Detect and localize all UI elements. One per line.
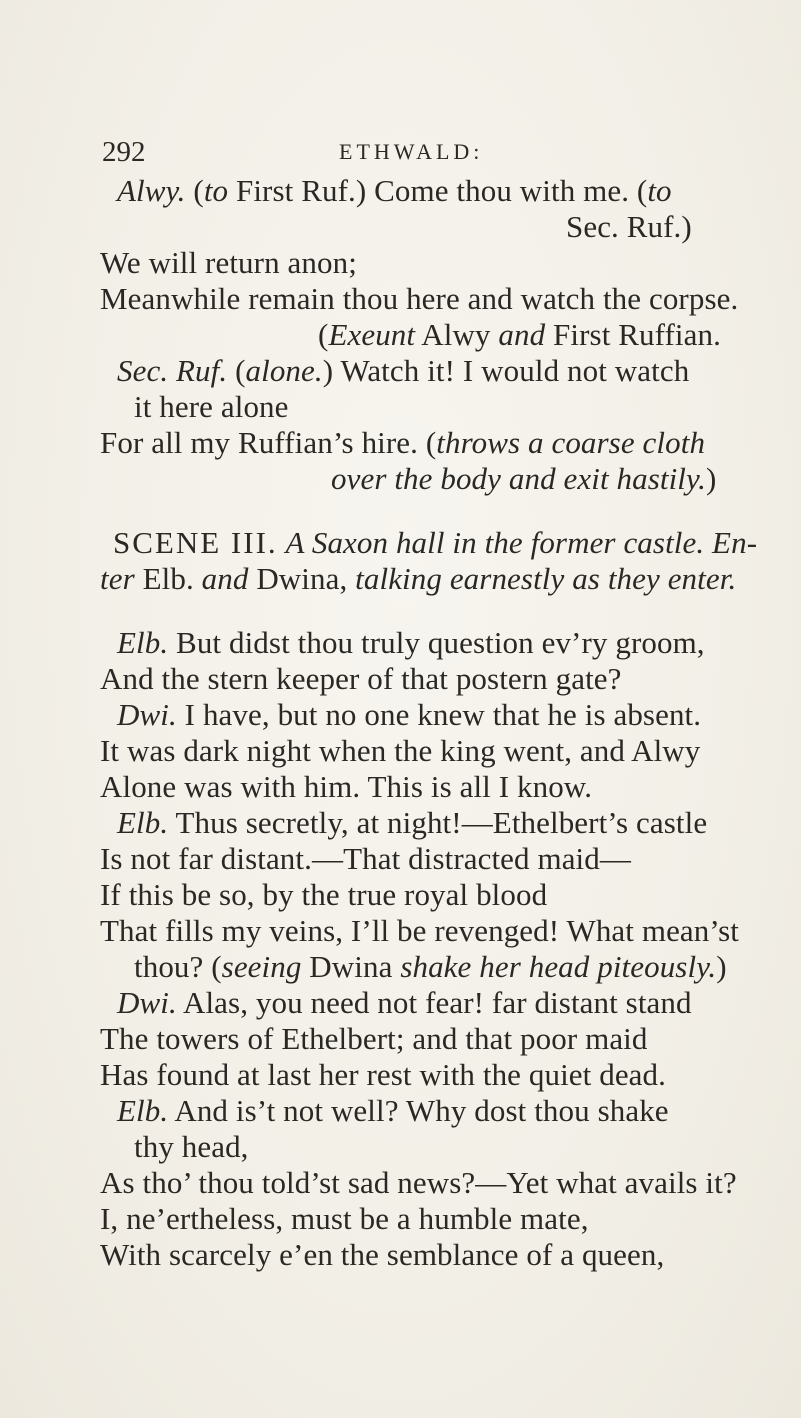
text-line [566,209,692,245]
italic-text: Dwi. [117,985,177,1020]
scene-heading [113,525,757,561]
text-line [117,805,707,841]
roman-text: That fills my veins, I’ll be revenged! What mean’st [100,913,739,948]
roman-text: The towers of Ethelbert; and that poor maid [100,1021,648,1056]
text-line [134,389,289,425]
text-line [134,1129,249,1165]
text-line [134,949,727,985]
italic-text: and [498,317,546,352]
roman-text: ) [716,949,727,984]
roman-text: Meanwhile remain thou here and watch the corpse. [100,281,739,316]
text-line [117,625,705,661]
italic-text: A Saxon hall in the former castle. En- [285,525,758,560]
text-line [100,1201,589,1237]
roman-text: Elb. [134,561,202,596]
roman-text: As tho’ thou told’st sad news?—Yet what avails it? [100,1165,737,1200]
text-line [100,1021,648,1057]
text-line [100,769,592,805]
text-line [318,317,721,353]
roman-text: ) [706,461,717,496]
text-line [100,245,357,281]
roman-text: Sec. Ruf.) [566,209,692,244]
roman-text: Alone was with him. This is all I know. [100,769,593,804]
roman-text: And is’t not well? Why dost thou shake [168,1093,669,1128]
text-line [331,461,716,497]
page-number: 292 [102,136,146,168]
roman-text: Has found at last her rest with the quiet dead. [100,1057,666,1092]
roman-text: We will return anon; [100,245,357,280]
italic-text: Dwi. [117,697,177,732]
roman-text: ) Watch it! I would not watch [322,353,690,388]
text-line [100,661,622,697]
text-line [100,1237,664,1273]
italic-text: to [647,173,672,208]
roman-text: For all my Ruffian’s hire. ( [100,425,437,460]
roman-text: Alwy [415,317,499,352]
roman-text: Alas, you need not fear! far distant stand [176,985,692,1020]
text-line [100,733,700,769]
roman-text: But didst thou truly question ev’ry groom, [168,625,705,660]
italic-text: talking earnestly as they enter. [355,561,737,596]
scene-direction [100,561,736,597]
italic-text: ter [100,561,135,596]
italic-text: Elb. [117,805,169,840]
italic-text: throws a coarse cloth [436,425,706,460]
italic-text: Elb. [117,625,169,660]
italic-text: Sec. Ruf. [117,353,228,388]
roman-text: First Ruf.) Come thou with me. ( [228,173,648,208]
text-line [100,425,705,461]
scene-label: SCENE III. [113,525,278,560]
roman-text: it here alone [134,389,289,424]
roman-text: I, ne’ertheless, must be a humble mate, [100,1201,589,1236]
roman-text [278,525,286,560]
roman-text: Dwina [301,949,401,984]
text-line [100,1165,737,1201]
italic-text: over the body and exit hastily. [331,461,707,496]
text-line [100,913,739,949]
roman-text: Dwina, [248,561,356,596]
text-line [100,1057,666,1093]
roman-text: thy head, [134,1129,249,1164]
italic-text: to [203,173,229,208]
text-line [100,877,547,913]
roman-text: ( [227,353,246,388]
text-line [117,985,692,1021]
roman-text: It was dark night when the king went, and Alwy [100,733,701,768]
text-line [117,1093,669,1129]
italic-text: seeing [221,949,302,984]
roman-text: I have, but no one knew that he is absent. [176,697,702,732]
text-line [117,173,672,209]
italic-text: and [201,561,249,596]
italic-text: alone. [245,353,323,388]
italic-text: shake her head piteously. [400,949,717,984]
roman-text: If this be so, by the true royal blood [100,877,548,912]
roman-text: Thus secretly, at night!—Ethelbert’s castle [168,805,708,840]
text-line [117,697,701,733]
roman-text: ( [185,173,204,208]
text-line [100,281,738,317]
roman-text: First Ruffian. [545,317,721,352]
roman-text: thou? ( [134,949,222,984]
italic-text: Alwy. [117,173,186,208]
italic-text: Exeunt [328,317,416,352]
italic-text: Elb. [117,1093,169,1128]
roman-text: ( [318,317,329,352]
running-title: ETHWALD: [339,139,484,164]
roman-text: Is not far distant.—That distracted maid— [100,841,631,876]
roman-text: And the stern keeper of that postern gate? [100,661,622,696]
text-line [117,353,689,389]
roman-text: With scarcely e’en the semblance of a queen, [100,1237,665,1272]
text-line [100,841,631,877]
